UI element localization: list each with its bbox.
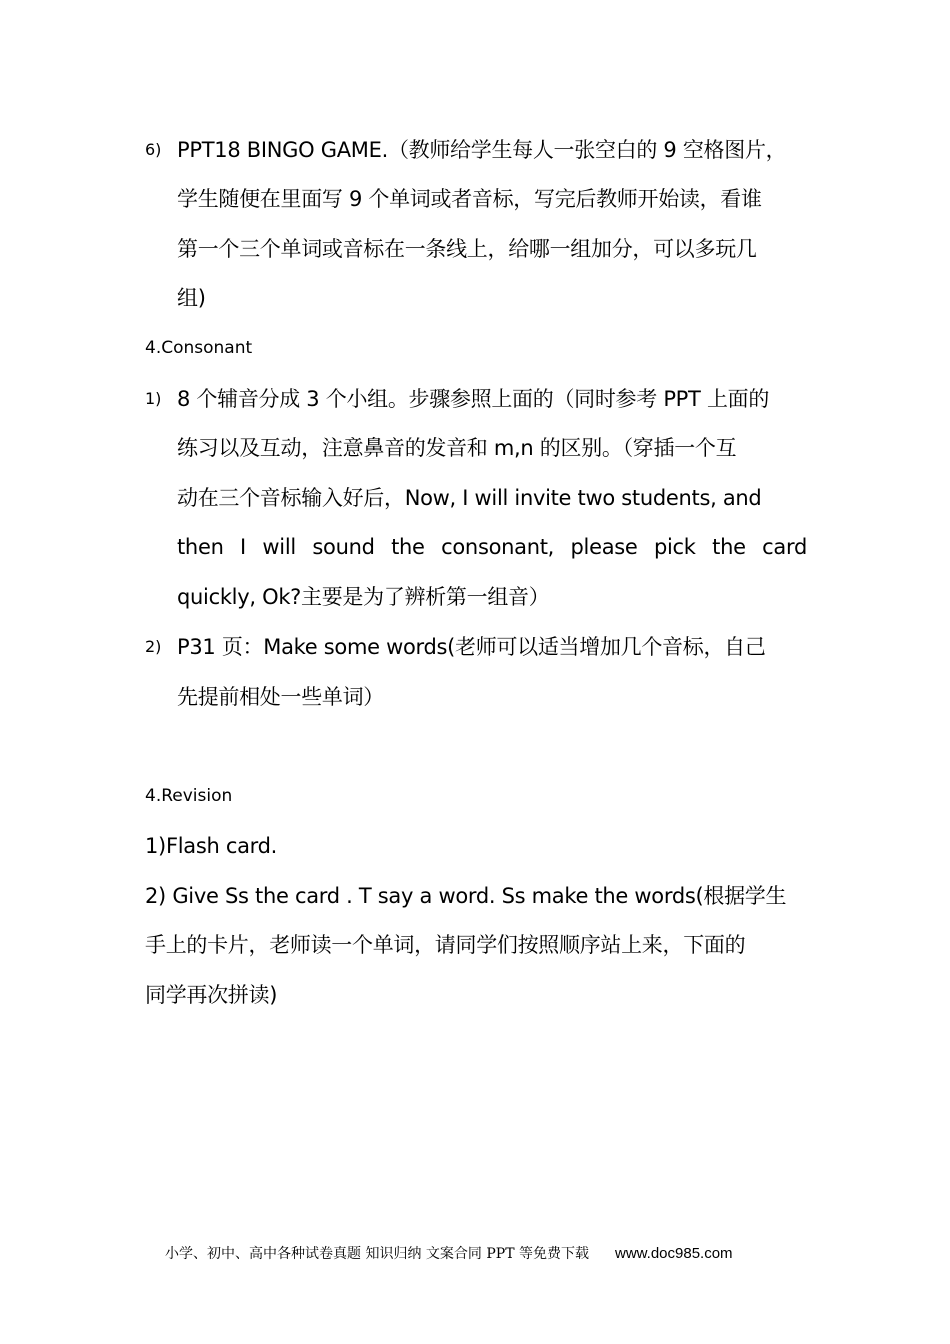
page-footer [165,1243,733,1263]
text-line: 2) Give Ss the card . T say a word. Ss make the words(根据学生 [145,884,787,908]
text-line: PPT18 BINGO GAME.（教师给学生每人一张空白的 9 空格图片， [177,138,787,162]
text-line: 先提前相处一些单词） [177,685,384,709]
text-line: 学生随便在里面写 9 个单词或者音标，写完后教师开始读，看谁 [177,187,762,211]
text-line: P31 页：Make some words(老师可以适当增加几个音标，自己 [177,635,766,659]
text-line: then I will sound the consonant, please pick the card [177,535,807,559]
list-number: 1) [145,389,162,408]
list-number: 6) [145,140,162,159]
section-heading: 4.Consonant [145,338,253,358]
text-line: 手上的卡片，老师读一个单词，请同学们按照顺序站上来，下面的 [145,933,746,957]
footer-url[interactable]: www.doc985.com [614,1245,733,1262]
section-heading: 4.Revision [145,786,233,806]
text-line: 组) [177,286,206,310]
text-line: quickly, Ok?主要是为了辨析第一组音） [177,585,550,609]
text-line: 动在三个音标输入好后，Now, I will invite two students, and [177,486,762,510]
text-line: 1)Flash card. [145,834,278,858]
footer-text: 小学、初中、高中各种试卷真题 知识归纳 文案合同 PPT 等免费下载 [165,1246,589,1262]
list-number: 2) [145,637,162,656]
text-line: 8 个辅音分成 3 个小组。步骤参照上面的（同时参考 PPT 上面的 [177,387,770,411]
text-line: 第一个三个单词或音标在一条线上，给哪一组加分，可以多玩几 [177,237,757,261]
text-line: 同学再次拼读) [145,983,278,1007]
text-line: 练习以及互动，注意鼻音的发音和 m,n 的区别。（穿插一个互 [177,436,737,460]
